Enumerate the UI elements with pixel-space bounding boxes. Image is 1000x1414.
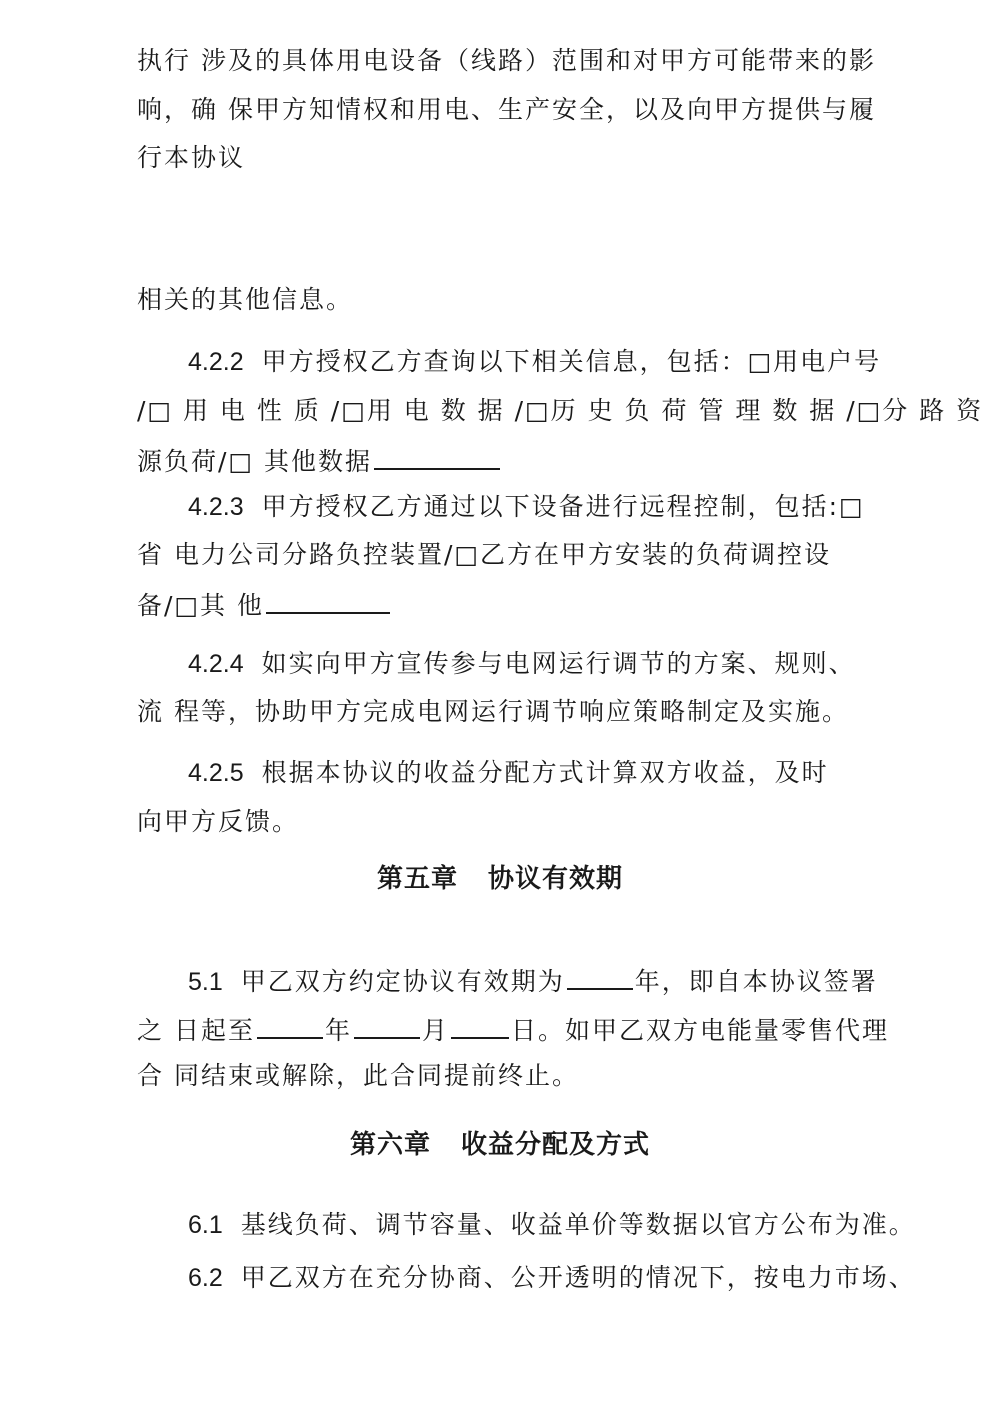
clause-number: 4.2.3 [188, 493, 244, 521]
clause-number: 4.2.4 [188, 650, 244, 678]
fill-blank [451, 1011, 509, 1039]
fill-blank [374, 442, 500, 470]
clause-5-1 [188, 962, 878, 999]
clause-text: 甲乙双方约定协议有效期为 [240, 967, 565, 996]
clause-6-1 [188, 1208, 916, 1242]
text-line: 流 程等，协助甲方完成电网运行调节响应策略制定及实施。 [137, 697, 849, 726]
text-line: 合 同结束或解除，此合同提前终止。 [137, 1061, 579, 1090]
text-line: 相关的其他信息。 [137, 285, 354, 314]
clause-4-2-4 [188, 647, 856, 681]
clause-text: 月 [421, 1016, 449, 1045]
text-line [137, 586, 392, 623]
clause-number: 4.2.2 [188, 348, 244, 376]
clause-number: 6.1 [188, 1211, 223, 1239]
clause-4-2-3 [188, 490, 865, 524]
clause-text: 甲乙双方在充分协商、公开透明的情况下，按电力市场、 [240, 1263, 916, 1292]
clause-text: 如实向甲方宣传参与电网运行调节的方案、规则、 [261, 649, 856, 678]
chapter-6-heading [0, 1128, 1000, 1162]
text-line: 响，确 保甲方知情权和用电、生产安全，以及向甲方提供与履 [137, 95, 876, 124]
text-line [137, 442, 502, 479]
fill-blank [266, 586, 390, 614]
clause-text: 根据本协议的收益分配方式计算双方收益，及时 [261, 758, 829, 787]
clause-4-2-5 [188, 756, 829, 790]
clause-text: 年，即自本协议签署 [634, 967, 878, 996]
text-line: 省 电力公司分路负控装置/□乙方在甲方安装的负荷调控设 [137, 540, 831, 569]
clause-number: 6.2 [188, 1264, 223, 1292]
text-line: /□ 用 电 性 质 /□用 电 数 据 /□历 史 负 荷 管 理 数 据 /□分 路 资 [137, 396, 984, 425]
clause-text: 源负荷/□ 其他数据 [137, 447, 372, 476]
clause-text: 之 日起至 [137, 1016, 255, 1045]
text-line: 向甲方反馈。 [137, 807, 300, 836]
clause-text: 备/□其 他 [137, 591, 264, 620]
fill-blank [567, 962, 633, 990]
chapter-title: 收益分配及方式 [461, 1130, 651, 1160]
clause-6-2 [188, 1261, 916, 1295]
clause-text: 年 [324, 1016, 352, 1045]
chapter-5-heading [0, 862, 1000, 896]
fill-blank [354, 1011, 420, 1039]
clause-text: 日。如甲乙双方电能量零售代理 [510, 1016, 889, 1045]
clause-4-2-2 [188, 345, 881, 379]
clause-text: 甲方授权乙方通过以下设备进行远程控制，包括:□ [261, 492, 865, 521]
clause-text: 甲方授权乙方查询以下相关信息，包括：□用电户号 [261, 347, 882, 376]
text-line: 执行 涉及的具体用电设备（线路）范围和对甲方可能带来的影 [137, 46, 876, 75]
clause-number: 4.2.5 [188, 759, 244, 787]
chapter-title: 协议有效期 [488, 864, 624, 894]
chapter-number: 第五章 [376, 864, 458, 894]
text-line [137, 1011, 889, 1048]
fill-blank [257, 1011, 323, 1039]
text-line: 行本协议 [137, 143, 246, 172]
clause-text: 基线负荷、调节容量、收益单价等数据以官方公布为准。 [240, 1210, 916, 1239]
clause-number: 5.1 [188, 968, 223, 996]
chapter-number: 第六章 [349, 1130, 431, 1160]
